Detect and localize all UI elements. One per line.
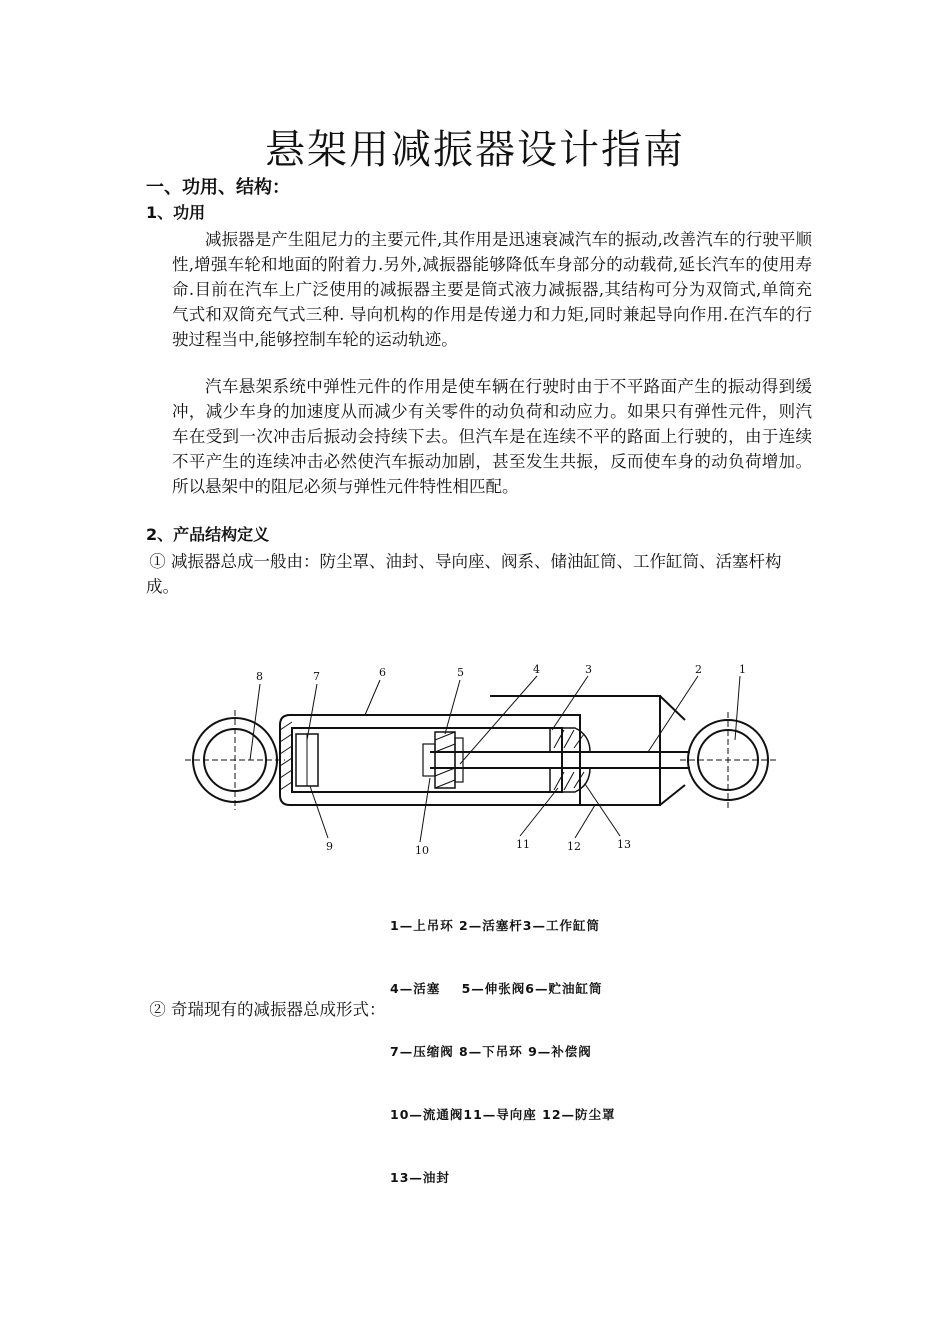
legend-line: 1—上吊环 2—活塞杆3—工作缸筒 xyxy=(390,918,600,933)
callout-3: 3 xyxy=(585,663,592,676)
callout-6: 6 xyxy=(379,666,386,679)
legend-line: 10—流通阀11—导向座 12—防尘罩 xyxy=(390,1107,616,1122)
callout-8: 8 xyxy=(256,670,263,683)
piston xyxy=(435,732,455,788)
callout-11: 11 xyxy=(516,838,530,851)
extension-valve xyxy=(423,744,435,776)
callout-1: 1 xyxy=(739,663,746,676)
diagram-legend xyxy=(390,873,616,1230)
paragraph-structure-item1: ① 减振器总成一般由：防尘罩、油封、导向座、阀系、储油缸筒、工作缸筒、活塞杆构成。 xyxy=(146,552,782,596)
guide-seat-top xyxy=(550,728,590,752)
subsection-heading-function: 1、功用 xyxy=(146,203,206,222)
legend-line: 13—油封 xyxy=(390,1170,450,1185)
paragraph-function-1: 减振器是产生阻尼力的主要元件,其作用是迅速衰减汽车的振动,改善汽车的行驶平顺性,增强车轮和地面的附着力.另外,减振器能够降低车身部分的动载荷,延长汽车的使用寿命.目前在汽车上广泛使用的减振器主要是筒式液力减振器,其结构可分为双筒式,单筒充气式和双筒充气式三种. 导向机构的作用是传递力和力矩,同时兼起导向作用.在汽车的行驶过程当中,能够控制车轮的运动轨迹。 xyxy=(172,230,812,349)
legend-line: 7—压缩阀 8—下吊环 9—补偿阀 xyxy=(390,1044,592,1059)
subsection-heading-structure: 2、产品结构定义 xyxy=(146,525,270,544)
callout-2: 2 xyxy=(695,663,702,676)
callout-13: 13 xyxy=(617,838,631,851)
section-heading-1: 一、功用、结构： xyxy=(146,177,290,198)
callout-12: 12 xyxy=(567,840,581,853)
callout-10: 10 xyxy=(415,844,429,857)
flow-valve xyxy=(455,738,463,782)
document-title: 悬架用减振器设计指南 xyxy=(265,127,685,173)
paragraph-structure-item2: ② 奇瑞现有的减振器总成形式： xyxy=(149,1000,386,1019)
end-cap-left xyxy=(280,722,292,790)
paragraph-function-2: 汽车悬架系统中弹性元件的作用是使车辆在行驶时由于不平路面产生的振动得到缓冲，减少车身的加速度从而减少有关零件的动负荷和动应力。如果只有弹性元件，则汽车在受到一次冲击后振动会持续下去。但汽车是在连续不平的路面上行驶的，由于连续不平产生的连续冲击必然使汽车振动加剧，甚至发生共振，反而使车身的动负荷增加。所以悬架中的阻尼必须与弹性元件特性相匹配。 xyxy=(172,377,812,496)
working-cylinder xyxy=(292,728,562,792)
callout-7: 7 xyxy=(313,670,320,683)
callout-4: 4 xyxy=(533,663,540,676)
callout-5: 5 xyxy=(457,666,464,679)
dust-cover xyxy=(490,696,660,805)
shock-absorber-diagram xyxy=(180,660,780,870)
callout-9: 9 xyxy=(326,840,333,853)
legend-line: 4—活塞 5—伸张阀6—贮油缸筒 xyxy=(390,981,603,996)
